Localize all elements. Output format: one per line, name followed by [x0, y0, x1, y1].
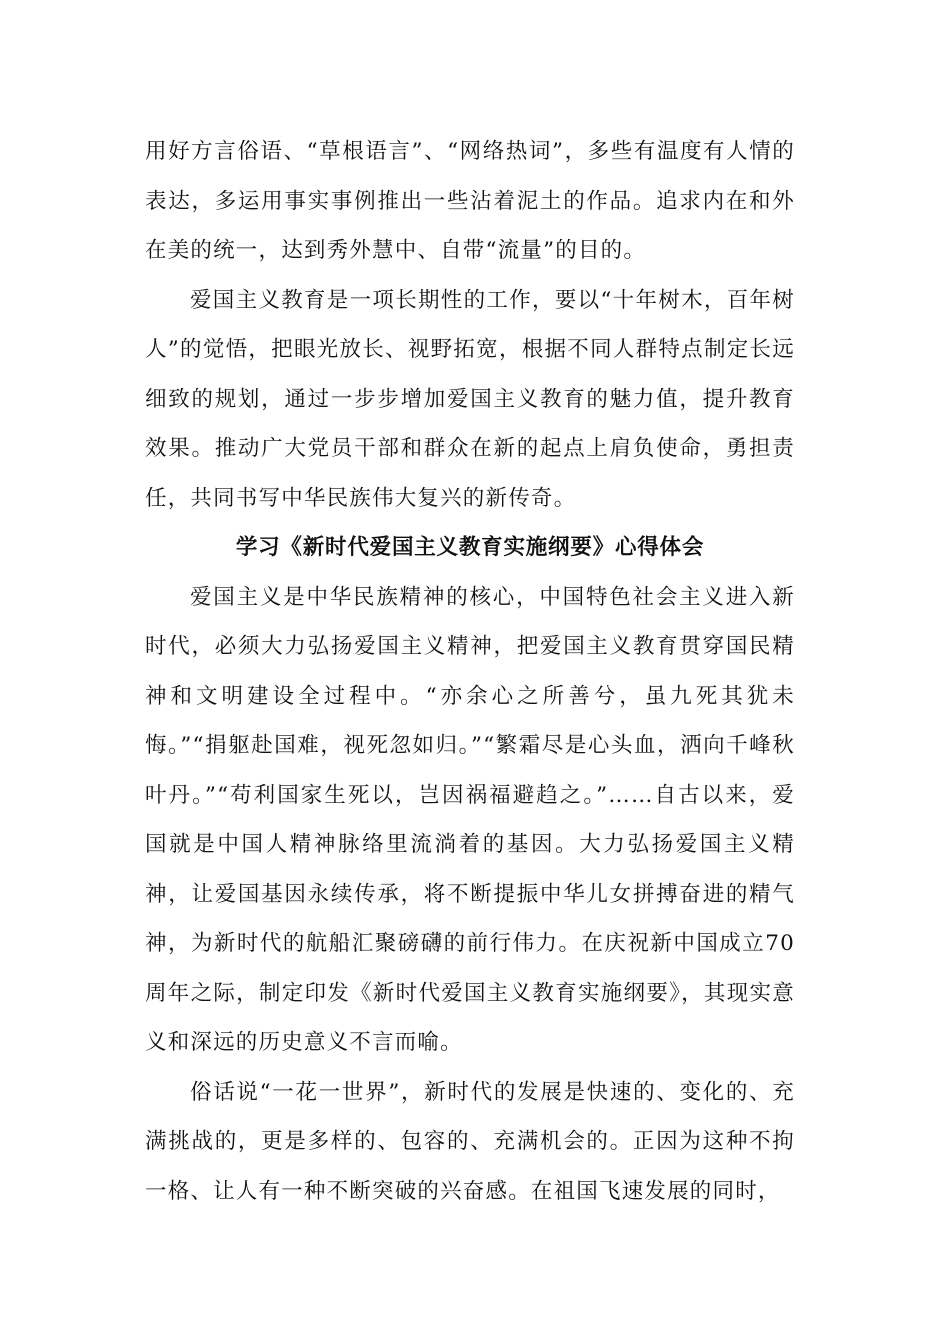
- section-heading: 学习《新时代爱国主义教育实施纲要》心得体会: [235, 535, 705, 560]
- document-page: [145, 127, 795, 1216]
- paragraph-patriotism-core: 爱国主义是中华民族精神的核心，中国特色社会主义进入新时代，必须大力弘扬爱国主义精神，把爱国主义教育贯穿国民精神和文明建设全过程中。“亦余心之所善兮，虽九死其犹未悔。”“捐躯赴国难，视死忽如归。”“繁霜尽是心头血，洒向千峰秋叶丹。”“苟利国家生死以，岂因祸福避趋之。”……自古以来，爱国就是中国人精神脉络里流淌着的基因。大力弘扬爱国主义精神，让爱国基因永续传承，将不断提振中华儿女拼搏奋进的精气神，为新时代的航船汇聚磅礴的前行伟力。在庆祝新中国成立70周年之际，制定印发《新时代爱国主义教育实施纲要》，其现实意义和深远的历史意义不言而喻。: [145, 584, 795, 1055]
- paragraph-patriotic-education: 爱国主义教育是一项长期性的工作，要以“十年树木，百年树人”的觉悟，把眼光放长、视野拓宽，根据不同人群特点制定长远细致的规划，通过一步步增加爱国主义教育的魅力值，提升教育效果。推动广大党员干部和群众在新的起点上肩负使命，勇担责任，共同书写中华民族伟大复兴的新传奇。: [145, 287, 795, 511]
- paragraph-continued: 用好方言俗语、“草根语言”、“网络热词”，多些有温度有人情的表达，多运用事实事例推出一些沾着泥土的作品。追求内在和外在美的统一，达到秀外慧中、自带“流量”的目的。: [145, 139, 795, 263]
- paragraph-new-era: 俗话说“一花一世界”，新时代的发展是快速的、变化的、充满挑战的，更是多样的、包容的、充满机会的。正因为这种不拘一格、让人有一种不断突破的兴奋感。在祖国飞速发展的同时，: [145, 1079, 795, 1204]
